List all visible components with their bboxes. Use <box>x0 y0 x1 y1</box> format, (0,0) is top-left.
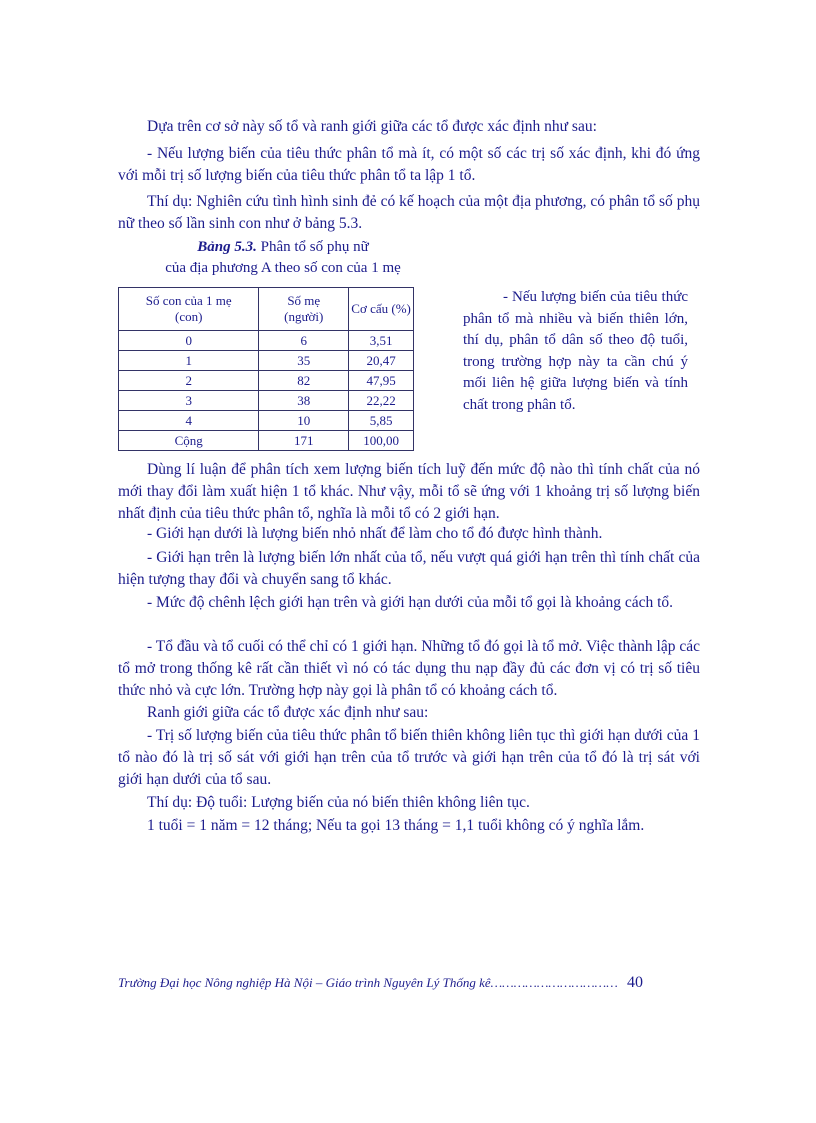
paragraph-lower-limit: - Giới hạn dưới là lượng biến nhỏ nhất để làm cho tổ đó được hình thành. <box>147 525 603 542</box>
table-cell: 3,51 <box>349 331 414 351</box>
table-cell: Cộng <box>119 431 259 451</box>
table-cell: 171 <box>259 431 349 451</box>
table-cell: 2 <box>119 371 259 391</box>
table-cell: 0 <box>119 331 259 351</box>
paragraph-interval: - Mức độ chênh lệch giới hạn trên và giới hạn dưới của mỗi tổ gọi là khoảng cách tổ. <box>147 594 674 611</box>
page-footer <box>118 974 678 992</box>
paragraph-boundaries: Ranh giới giữa các tổ được xác định như sau: <box>147 704 429 721</box>
table-caption-subtitle: của địa phương A theo số con của 1 mẹ <box>165 260 401 276</box>
paragraph-open-groups: - Tổ đầu và tổ cuối có thể chỉ có 1 giới hạn. Những tổ đó gọi là tổ mở. Việc thành lập các tổ mở trong thống kê rất cần thiết vì nó có tác dụng thu nạp đầy đủ các đơn vị có trị số tiêu thức nhỏ và cực lớn. Trường hợp này gọi là phân tổ có khoảng cách tổ. <box>118 638 700 699</box>
table-caption-label: Bảng 5.3. <box>197 239 257 255</box>
table-caption <box>118 237 448 279</box>
table-cell: 1 <box>119 351 259 371</box>
table-row <box>119 331 414 351</box>
header-unit: (con) <box>174 309 203 324</box>
table-caption-title: Phân tổ số phụ nữ <box>260 239 369 255</box>
table-total-row <box>119 431 414 451</box>
table-row <box>119 391 414 411</box>
table-cell: 3 <box>119 391 259 411</box>
table-cell: 22,22 <box>349 391 414 411</box>
table-cell: 4 <box>119 411 259 431</box>
table-header-cell <box>349 288 414 331</box>
header-text: Số mẹ <box>287 293 321 308</box>
footer-text: Trường Đại học Nông nghiệp Hà Nội – Giáo trình Nguyên Lý Thống kê…………………………… <box>118 975 618 990</box>
table-header-cell <box>259 288 349 331</box>
table-cell: 10 <box>259 411 349 431</box>
table-cell: 20,47 <box>349 351 414 371</box>
paragraph-age-example: Thí dụ: Độ tuổi: Lượng biến của nó biến thiên không liên tục. <box>147 794 530 811</box>
table-cell: 6 <box>259 331 349 351</box>
paragraph-age-months: 1 tuổi = 1 năm = 12 tháng; Nếu ta gọi 13 tháng = 1,1 tuổi không có ý nghĩa lắm. <box>147 817 645 834</box>
table-cell: 100,00 <box>349 431 414 451</box>
table-cell: 5,85 <box>349 411 414 431</box>
paragraph-theory: Dùng lí luận để phân tích xem lượng biến tích luỹ đến mức độ nào thì tính chất của nó mới thay đổi làm xuất hiện 1 tổ khác. Như vậy, mỗi tổ sẽ ứng với 1 khoảng trị số lượng biến nhất định của tiêu thức phân tổ, nghĩa là mỗi tổ có 2 giới hạn. <box>118 461 700 522</box>
header-text: Cơ cấu (%) <box>351 301 411 316</box>
table-header-cell <box>119 288 259 331</box>
table-row <box>119 411 414 431</box>
paragraph-discrete: - Trị số lượng biến của tiêu thức phân tổ biến thiên không liên tục thì giới hạn dưới của 1 tổ nào đó là trị số sát với giới hạn trên của tổ trước và giới hạn trên của tổ đó là trị sát với giới hạn dưới của tổ sau. <box>118 727 700 788</box>
table-cell: 38 <box>259 391 349 411</box>
paragraph-intro: Dựa trên cơ sở này số tổ và ranh giới giữa các tổ được xác định như sau: <box>147 118 597 135</box>
paragraph-example: Thí dụ: Nghiên cứu tình hình sinh đẻ có kế hoạch của một địa phương, có phân tổ số phụ nữ theo số lần sinh con như ở bảng 5.3. <box>118 193 700 232</box>
table-row <box>119 351 414 371</box>
table-cell: 82 <box>259 371 349 391</box>
side-note: - Nếu lượng biến của tiêu thức phân tổ mà nhiều và biến thiên lớn, thí dụ, phân tổ dân số theo độ tuổi, trong trường hợp này ta cần chú ý mối liên hệ giữa lượng biến và tính chất trong phân tổ. <box>463 289 688 413</box>
header-text: Số con của 1 mẹ <box>145 293 232 308</box>
paragraph-few-values: - Nếu lượng biến của tiêu thức phân tổ mà ít, có một số các trị số xác định, khi đó ứng với mỗi trị số lượng biến của tiêu thức phân tổ ta lập 1 tổ. <box>118 145 700 184</box>
header-unit: (người) <box>284 309 324 324</box>
table-header-row <box>119 288 414 331</box>
table-cell: 35 <box>259 351 349 371</box>
page-number: 40 <box>627 974 644 991</box>
table-row <box>119 371 414 391</box>
paragraph-upper-limit: - Giới hạn trên là lượng biến lớn nhất của tổ, nếu vượt quá giới hạn trên thì tính chất của hiện tượng thay đổi và chuyển sang tổ khác. <box>118 549 700 588</box>
table-cell: 47,95 <box>349 371 414 391</box>
data-table <box>118 287 414 451</box>
